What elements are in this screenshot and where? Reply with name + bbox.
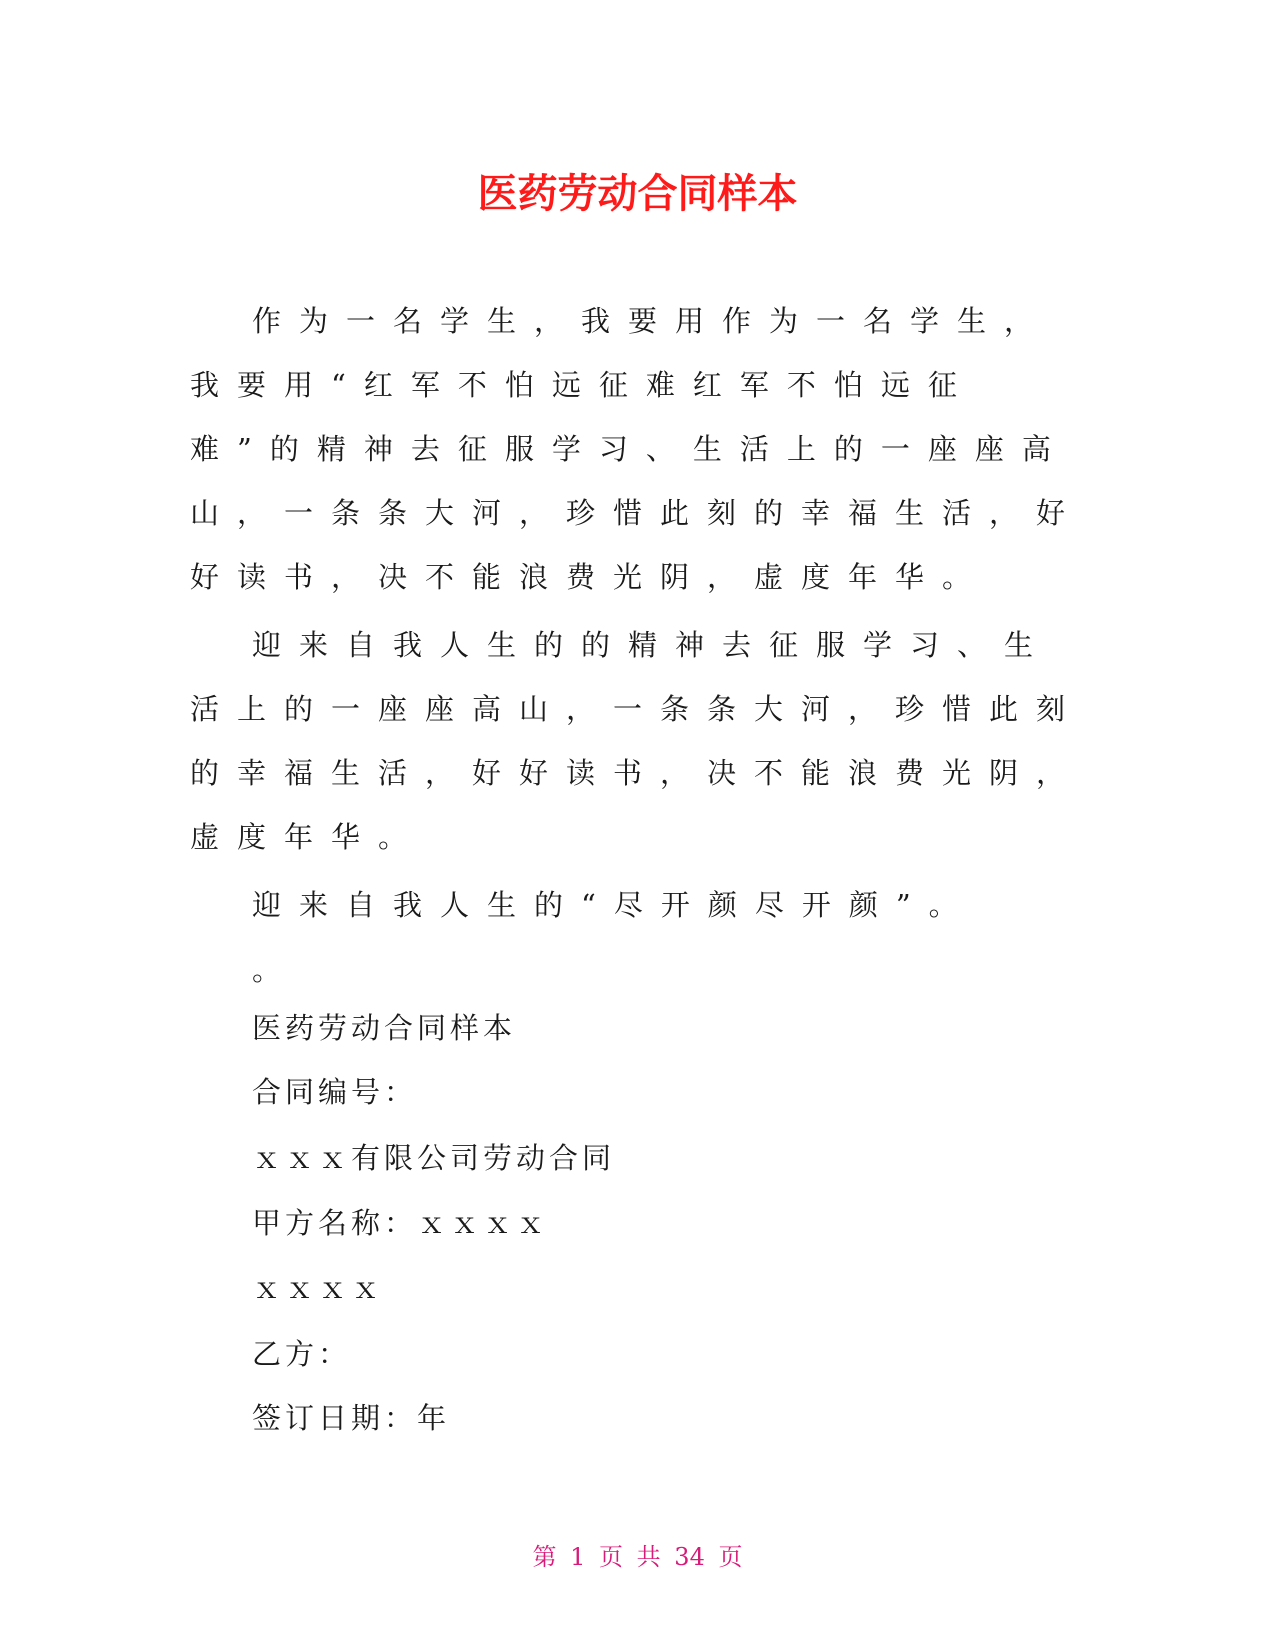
sign-date-line: 签订日期：年 [252, 1401, 451, 1435]
stray-punctuation: 。 [252, 953, 282, 987]
party-b-line: 乙方： [252, 1337, 352, 1371]
company-contract-line: ｘｘｘ有限公司劳动合同 [252, 1141, 616, 1175]
body-paragraph-2: 迎来自我人生的的精神去征服学习、生活上的一座座高山，一条条大河，珍惜此刻的幸福生活，好好读书，决不能浪费光阴，虚度年华。 [190, 628, 1084, 854]
body-paragraph-3: 迎来自我人生的“尽开颜尽开颜”。 [252, 888, 976, 922]
party-a-line: 甲方名称：ｘｘｘｘ [252, 1206, 550, 1240]
page-title: 医药劳动合同样本 [477, 171, 798, 217]
contract-title: 医药劳动合同样本 [252, 1011, 517, 1045]
party-a-continuation: ｘｘｘｘ [252, 1271, 385, 1305]
page-indicator: 第 1 页 共 34 页 [532, 1543, 743, 1571]
body-paragraph-1: 作为一名学生，我要用作为一名学生，我要用“红军不怕远征难红军不怕远征难”的精神去征服学习、生活上的一座座高山，一条条大河，珍惜此刻的幸福生活，好好读书，决不能浪费光阴，虚度年华。 [190, 304, 1084, 594]
contract-number-label: 合同编号： [252, 1075, 418, 1109]
